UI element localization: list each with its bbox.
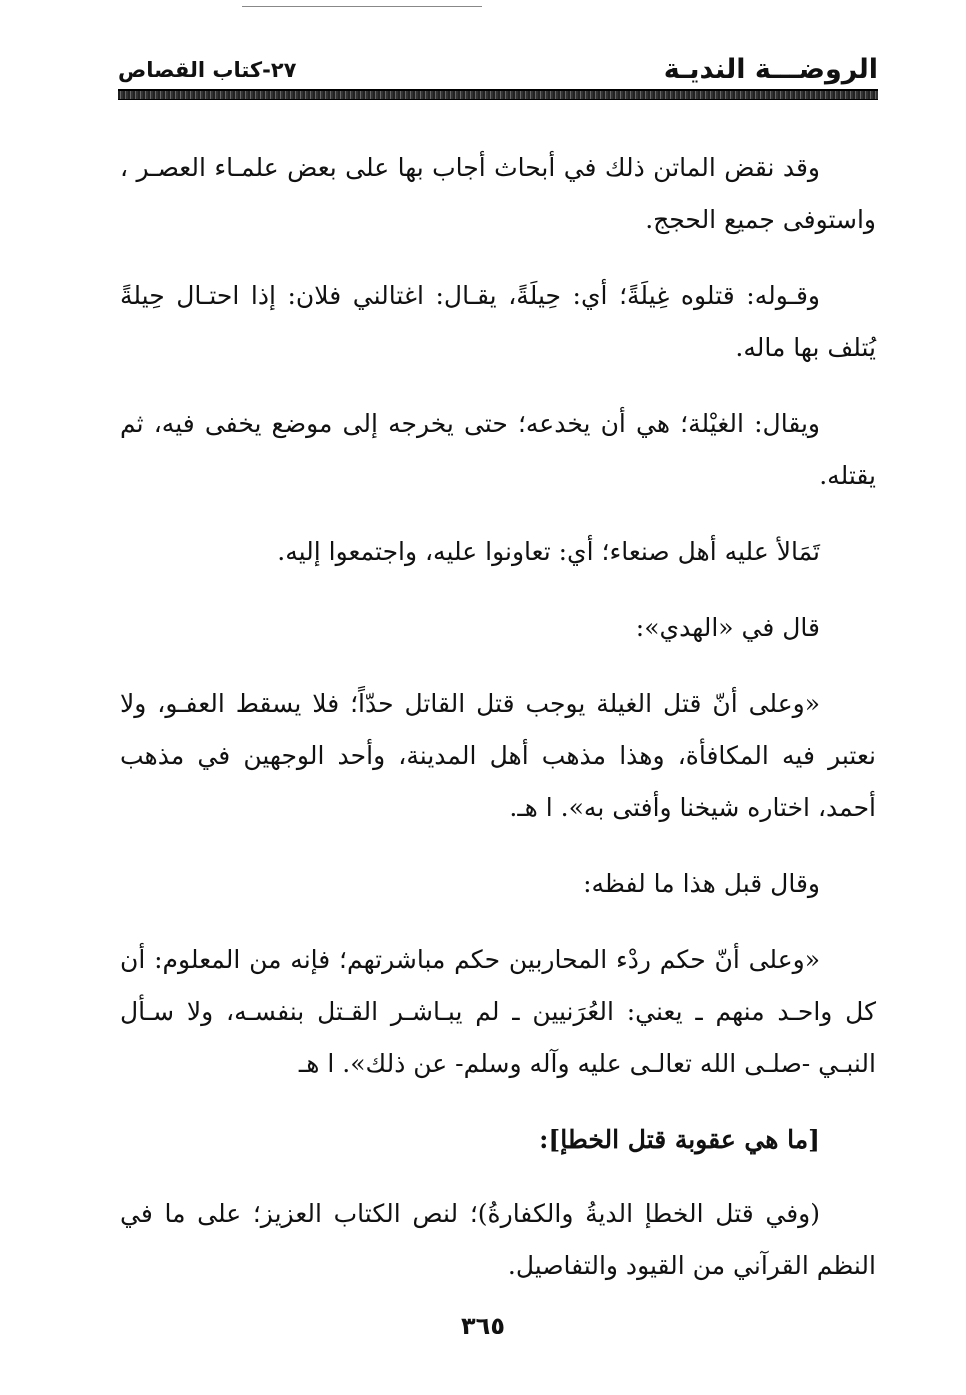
paragraph-5: قال في «الهدي»: xyxy=(635,613,820,642)
scan-top-line xyxy=(242,6,482,7)
paragraph-6-quote: «وعلى أنّ قتل الغيلة يوجب قتل القاتل حدّاً؛ فلا يسقط العفـو، ولا نعتبر فيه المكافأة، وهذا مذهب أهل المدينة، وأحد الوجهين في مذهب أحمد، اختاره شيخنا وأفتى به». ا هـ. xyxy=(120,689,876,822)
paragraph-7: وقال قبل هذا ما لفظه: xyxy=(583,869,820,898)
paragraph-1: وقد نقض الماتن ذلك في أبحاث أجاب بها على بعض علمـاء العصـر ، واستوفى جميع الحجج. xyxy=(120,153,876,234)
paragraph-4: تَمَالأ عليه أهل صنعاء؛ أي: تعاونوا عليه، واجتمعوا إليه. xyxy=(277,537,820,566)
page-body xyxy=(120,142,876,1312)
running-header xyxy=(118,50,878,90)
header-rule xyxy=(118,89,878,100)
chapter-title: ٢٧-كتاب القصاص xyxy=(118,58,297,82)
section-heading: [ما هي عقوبة قتل الخطإ]: xyxy=(539,1125,820,1154)
final-paragraph: (وفي قتل الخطإ الديةُ والكفارةُ)؛ لنص الكتاب العزيز؛ على ما في النظم القرآني من القيود والتفاصيل. xyxy=(120,1199,876,1280)
paragraph-3: ويقال: الغيْلة؛ هي أن يخدعه؛ حتى يخرجه إلى موضع يخفى فيه، ثم يقتله. xyxy=(120,409,876,490)
page-number: ٣٦٥ xyxy=(461,1312,505,1340)
book-title: الروضـــة النديـة xyxy=(663,54,878,85)
paragraph-8-quote: «وعلى أنّ حكم ردْء المحاربين حكم مباشرتهم؛ فإنه من المعلوم: أن كل واحـد منهم ـ يعني: العُرَنيين ـ لم يبـاشـر القـتل بنفسـه، ولا سـأل النبـي -صلـى الله تعالـى عليه وآله وسلم- عن ذلك». ا هـ xyxy=(120,945,876,1078)
paragraph-2: وقـوله: قتلوه غِيلَةً؛ أي: حِيلَةً، يقـال: اغتالني فلان: إذا احتـال حِيلةً يُتلف بها ماله. xyxy=(120,281,876,362)
